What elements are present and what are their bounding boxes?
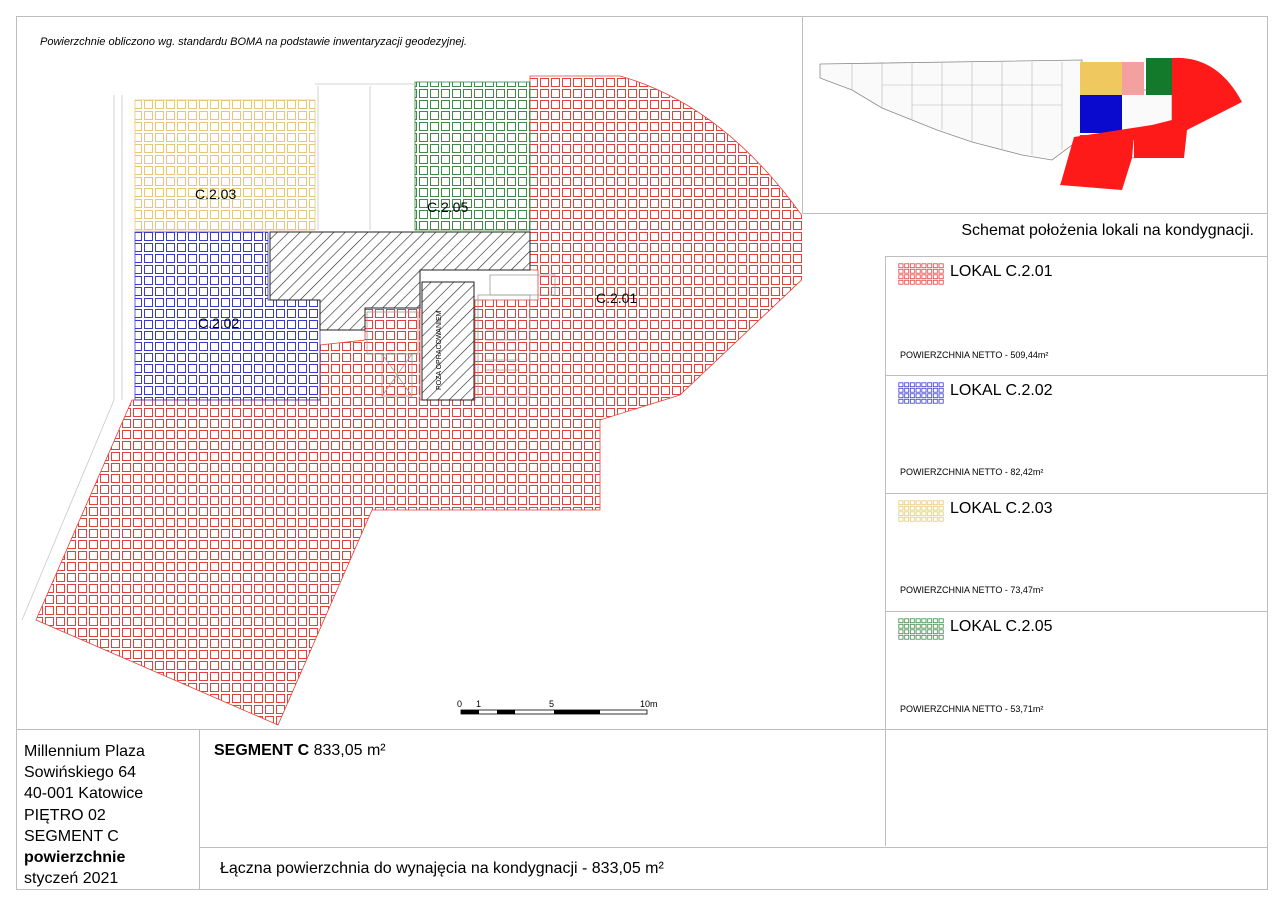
legend-item-c201 [886,257,1266,375]
location-minimap [812,50,1252,195]
scale-label-10: 10m [640,699,658,709]
divider-footer-top [16,729,1268,730]
legend-swatch-green [898,618,944,640]
schema-caption: Schemat położenia lokali na kondygnacji. [961,222,1254,239]
legend-item-c203 [886,494,1266,611]
room-label-c201: C.2.01 [596,290,638,306]
minimap-pink [1122,62,1144,95]
legend-area: POWIERZCHNIA NETTO - 82,42m² [900,467,1044,477]
divider-plan-side [802,16,803,214]
minimap-c203 [1080,62,1122,95]
total-area: Łączna powierzchnia do wynajęcia na kondygnacji - 833,05 m² [220,860,664,877]
address-line-surfaces: powierzchnie [24,849,126,867]
core-label: POZA OPRACOWANIEM [436,310,443,390]
address-line-building: Millennium Plaza [24,743,145,760]
legend-swatch-red [898,263,944,285]
segment-summary [214,742,386,760]
legend-area: POWIERZCHNIA NETTO - 73,47m² [900,585,1044,595]
address-line-segment: SEGMENT C [24,827,119,845]
legend-item-c202 [886,376,1266,493]
segment-area: 833,05 m² [313,742,386,759]
boma-note: Powierzchnie obliczono wg. standardu BOMA na podstawie inwentaryzacji geodezyjnej. [40,36,467,48]
scale-bar [461,710,647,714]
minimap-c205 [1146,58,1172,95]
divider-minimap-bottom [802,213,1268,214]
zone-c203 [135,100,315,230]
scale-label-5: 5 [549,699,555,709]
divider-footer-left [199,729,200,890]
legend-label: LOKAL C.2.05 [950,618,1053,635]
address-line-date: styczeń 2021 [24,870,119,888]
address-line-floor: PIĘTRO 02 [24,806,106,824]
scale-label-1: 1 [476,699,482,709]
segment-name: SEGMENT C [214,742,310,759]
divider-footer-mid [199,847,1268,848]
legend-item-c205 [886,612,1266,729]
legend-area: POWIERZCHNIA NETTO - 509,44m² [900,350,1049,360]
legend-label: LOKAL C.2.03 [950,500,1053,517]
room-label-c202: C.2.02 [198,315,240,331]
zone-core-strip [422,282,474,400]
room-label-c203: C.2.03 [195,186,237,202]
room-label-c205: C.2.05 [427,199,469,215]
address-line-street: Sowińskiego 64 [24,764,137,782]
scale-label-0: 0 [457,699,463,709]
legend-area: POWIERZCHNIA NETTO - 53,71m² [900,704,1044,714]
legend-label: LOKAL C.2.02 [950,382,1053,399]
address-line-city: 40-001 Katowice [24,785,144,803]
address-block [24,741,145,889]
legend-swatch-blue [898,382,944,404]
legend-label: LOKAL C.2.01 [950,263,1053,280]
legend-swatch-yellow [898,500,944,522]
minimap-c202 [1080,95,1122,133]
